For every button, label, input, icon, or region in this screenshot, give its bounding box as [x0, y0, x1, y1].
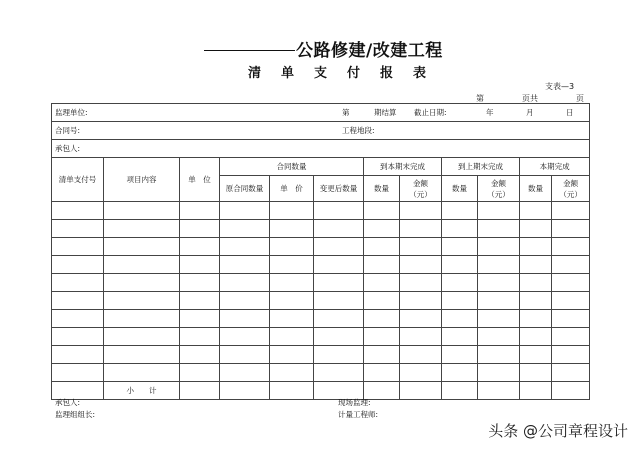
period-prefix: 第: [342, 108, 350, 117]
table-cell[interactable]: [180, 238, 220, 256]
table-cell[interactable]: [364, 274, 400, 292]
table-cell[interactable]: [400, 238, 442, 256]
col-qty: 数量: [520, 176, 552, 202]
contract-label: 合同号:: [55, 126, 81, 135]
site-label: 工程地段:: [342, 126, 375, 135]
table-cell[interactable]: [314, 328, 364, 346]
col-orig-qty: 原合同数量: [220, 176, 270, 202]
table-cell[interactable]: [552, 346, 590, 364]
table-cell[interactable]: [104, 328, 180, 346]
table-row: [52, 220, 590, 238]
table-cell[interactable]: [220, 328, 270, 346]
table-cell[interactable]: [52, 256, 104, 274]
table-cell[interactable]: [478, 328, 520, 346]
table-cell[interactable]: [478, 202, 520, 220]
table-row: [52, 274, 590, 292]
table-cell[interactable]: [552, 310, 590, 328]
table-cell[interactable]: [364, 292, 400, 310]
subtotal-label: 小 计: [104, 382, 180, 400]
table-cell[interactable]: [314, 202, 364, 220]
table-cell[interactable]: [180, 256, 220, 274]
table-cell[interactable]: [520, 346, 552, 364]
table-cell[interactable]: [314, 292, 364, 310]
table-cell[interactable]: [104, 364, 180, 382]
col-amount: 金额 （元）: [400, 176, 442, 202]
table-cell[interactable]: [180, 310, 220, 328]
table-cell[interactable]: [442, 364, 478, 382]
title-blank-line: [204, 50, 295, 51]
table-cell[interactable]: [478, 274, 520, 292]
table-cell[interactable]: [52, 220, 104, 238]
table-cell[interactable]: [520, 238, 552, 256]
table-body: [52, 202, 590, 382]
col-amount: 金额 （元）: [552, 176, 590, 202]
month-label: 月: [526, 108, 534, 117]
table-cell[interactable]: [442, 310, 478, 328]
table-cell[interactable]: [364, 328, 400, 346]
table-cell[interactable]: [364, 238, 400, 256]
table-cell[interactable]: [220, 256, 270, 274]
contractor-label: 承包人:: [52, 140, 590, 158]
table-cell[interactable]: [364, 364, 400, 382]
page-subtitle: 清单支付报表: [248, 66, 447, 81]
table-cell[interactable]: [478, 310, 520, 328]
table-cell[interactable]: [104, 310, 180, 328]
table-cell[interactable]: [270, 256, 314, 274]
col-unit: 单 位: [180, 158, 220, 202]
table-cell[interactable]: [478, 292, 520, 310]
table-row: [52, 310, 590, 328]
footer-measurement-engineer: 计量工程师:: [338, 410, 379, 419]
table-cell[interactable]: [442, 346, 478, 364]
col-group-to-last-period-end: 到上期末完成: [442, 158, 520, 176]
table-cell[interactable]: [400, 202, 442, 220]
footer-signatures: [0, 397, 640, 421]
table-cell[interactable]: [520, 220, 552, 238]
table-cell[interactable]: [52, 202, 104, 220]
table-cell[interactable]: [220, 238, 270, 256]
table-cell[interactable]: [520, 292, 552, 310]
table-cell[interactable]: [104, 220, 180, 238]
table-cell[interactable]: [52, 328, 104, 346]
table-cell[interactable]: [270, 220, 314, 238]
table-row: [52, 256, 590, 274]
col-qty: 数量: [442, 176, 478, 202]
table-cell[interactable]: [180, 328, 220, 346]
table-cell[interactable]: [364, 220, 400, 238]
table-cell[interactable]: [400, 256, 442, 274]
payment-table: [51, 103, 590, 400]
table-cell[interactable]: [270, 292, 314, 310]
table-cell[interactable]: [520, 202, 552, 220]
table-cell[interactable]: [104, 292, 180, 310]
info-row-contract: [52, 122, 590, 140]
table-cell[interactable]: [442, 328, 478, 346]
table-cell[interactable]: [314, 364, 364, 382]
table-cell[interactable]: [478, 346, 520, 364]
table-cell[interactable]: [270, 346, 314, 364]
table-cell[interactable]: [220, 292, 270, 310]
table-cell[interactable]: [220, 202, 270, 220]
table-cell[interactable]: [52, 346, 104, 364]
table-cell[interactable]: [478, 220, 520, 238]
page-suffix: 页: [576, 94, 584, 103]
table-row: [52, 238, 590, 256]
watermark-text: 头条 @公司章程设计: [488, 422, 628, 440]
col-item-content: 项目内容: [104, 158, 180, 202]
table-cell[interactable]: [552, 274, 590, 292]
table-cell[interactable]: [104, 238, 180, 256]
col-group-contract-qty: 合同数量: [220, 158, 364, 176]
table-cell[interactable]: [314, 256, 364, 274]
table-cell[interactable]: [442, 202, 478, 220]
table-cell[interactable]: [314, 346, 364, 364]
table-row: [52, 364, 590, 382]
table-cell[interactable]: [442, 292, 478, 310]
col-changed-qty: 变更后数量: [314, 176, 364, 202]
table-cell[interactable]: [400, 364, 442, 382]
table-cell[interactable]: [52, 274, 104, 292]
table-cell[interactable]: [520, 310, 552, 328]
table-cell[interactable]: [270, 310, 314, 328]
table-cell[interactable]: [520, 274, 552, 292]
table-row: [52, 202, 590, 220]
table-row: [52, 346, 590, 364]
col-group-to-period-end: 到本期末完成: [364, 158, 442, 176]
table-cell[interactable]: [442, 274, 478, 292]
table-cell[interactable]: [478, 238, 520, 256]
year-label: 年: [486, 108, 494, 117]
header-row-1: [52, 158, 590, 176]
table-cell[interactable]: [442, 256, 478, 274]
page-prefix: 第: [476, 94, 484, 103]
table-cell[interactable]: [400, 328, 442, 346]
table-cell[interactable]: [552, 238, 590, 256]
table-cell[interactable]: [314, 238, 364, 256]
table-cell[interactable]: [104, 346, 180, 364]
info-row-contractor: [52, 140, 590, 158]
table-cell[interactable]: [520, 328, 552, 346]
table-cell[interactable]: [270, 274, 314, 292]
table-cell[interactable]: [104, 202, 180, 220]
supervisor-label: 监理单位:: [55, 108, 88, 117]
table-cell[interactable]: [180, 292, 220, 310]
table-cell[interactable]: [180, 364, 220, 382]
table-cell[interactable]: [400, 274, 442, 292]
footer-site-supervisor: 现场监理:: [338, 398, 371, 407]
table-cell[interactable]: [364, 202, 400, 220]
table-cell[interactable]: [314, 310, 364, 328]
table-cell[interactable]: [364, 346, 400, 364]
table-cell[interactable]: [180, 346, 220, 364]
table-cell[interactable]: [442, 220, 478, 238]
table-cell[interactable]: [180, 220, 220, 238]
table-cell[interactable]: [52, 364, 104, 382]
footer-contractor: 承包人:: [55, 398, 81, 407]
footer-team-leader: 监理组组长:: [55, 410, 96, 419]
day-label: 日: [566, 108, 574, 117]
table-cell[interactable]: [52, 238, 104, 256]
table-cell[interactable]: [552, 364, 590, 382]
table-cell[interactable]: [270, 328, 314, 346]
table-cell[interactable]: [52, 310, 104, 328]
form-code: 支表—3: [545, 82, 575, 91]
table-cell[interactable]: [552, 220, 590, 238]
col-item-no: 清单支付号: [52, 158, 104, 202]
table-cell[interactable]: [552, 292, 590, 310]
col-unit-price: 单 价: [270, 176, 314, 202]
col-qty: 数量: [364, 176, 400, 202]
table-cell[interactable]: [220, 220, 270, 238]
table-row: [52, 292, 590, 310]
table-cell[interactable]: [270, 202, 314, 220]
col-amount: 金额 （元）: [478, 176, 520, 202]
table-cell[interactable]: [520, 364, 552, 382]
table-cell[interactable]: [400, 346, 442, 364]
cutoff-label: 截止日期:: [414, 108, 447, 117]
info-row-supervisor: [52, 104, 590, 122]
table-cell[interactable]: [364, 256, 400, 274]
table-cell[interactable]: [180, 202, 220, 220]
table-cell[interactable]: [400, 310, 442, 328]
table-cell[interactable]: [552, 328, 590, 346]
table-cell[interactable]: [180, 274, 220, 292]
table-cell[interactable]: [104, 256, 180, 274]
table-cell[interactable]: [400, 220, 442, 238]
table-cell[interactable]: [442, 238, 478, 256]
table-cell[interactable]: [520, 256, 552, 274]
page-info: [0, 93, 640, 103]
table-cell[interactable]: [314, 274, 364, 292]
col-group-this-period: 本期完成: [520, 158, 590, 176]
table-cell[interactable]: [220, 364, 270, 382]
table-cell[interactable]: [270, 364, 314, 382]
table-cell[interactable]: [220, 346, 270, 364]
table-cell[interactable]: [314, 220, 364, 238]
table-cell[interactable]: [552, 202, 590, 220]
table-cell[interactable]: [220, 274, 270, 292]
period-suffix: 期结算: [374, 108, 397, 117]
table-cell[interactable]: [270, 238, 314, 256]
table-cell[interactable]: [52, 292, 104, 310]
table-cell[interactable]: [552, 256, 590, 274]
table-cell[interactable]: [364, 310, 400, 328]
table-row: [52, 328, 590, 346]
table-cell[interactable]: [220, 310, 270, 328]
table-cell[interactable]: [400, 292, 442, 310]
table-cell[interactable]: [478, 256, 520, 274]
page-mid: 页共: [522, 94, 538, 103]
table-cell[interactable]: [104, 274, 180, 292]
page-title: 公路修建/改建工程: [296, 41, 443, 61]
table-cell[interactable]: [478, 364, 520, 382]
